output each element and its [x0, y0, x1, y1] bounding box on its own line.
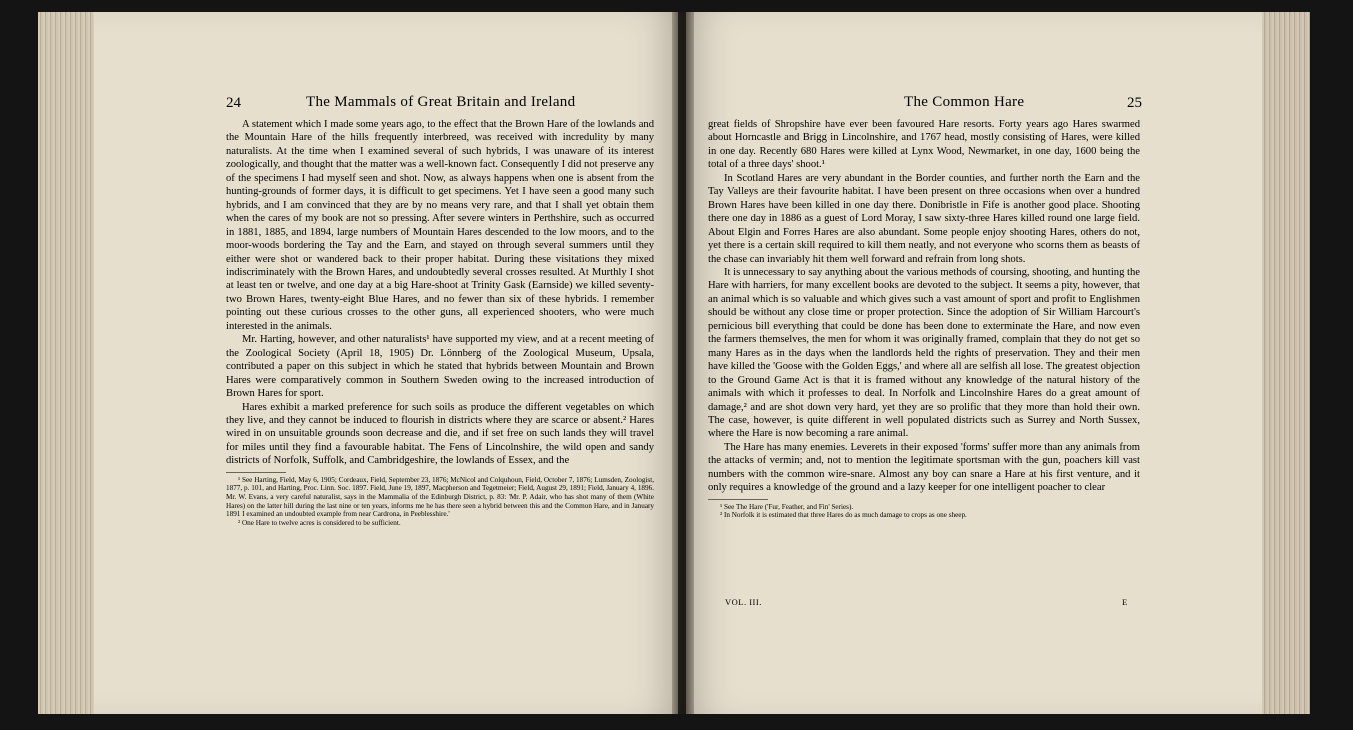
footnote: ¹ See The Hare ('Fur, Feather, and Fin' Series).: [720, 502, 854, 511]
right-text-block: [708, 118, 1140, 520]
right-footnotes: [708, 499, 1140, 520]
right-page-number: 25: [1127, 95, 1142, 111]
left-text-block: [226, 118, 654, 527]
left-page-number: 24: [226, 95, 241, 111]
left-running-head: The Mammals of Great Britain and Ireland: [306, 94, 576, 110]
footnote: ² One Hare to twelve acres is considered to be sufficient.: [238, 518, 401, 527]
right-page-edges: [1262, 12, 1310, 714]
footnote: ² In Norfolk it is estimated that three Hares do as much damage to crops as one sheep.: [720, 511, 967, 520]
right-running-head: The Common Hare: [904, 94, 1025, 110]
right-paragraph: The Hare has many enemies. Leverets in their exposed 'forms' suffer more than any animals from the attacks of vermin; and, not to mention the legitimate sportsman with the gun, poachers kill vast numbers with the common wire-snare. Almost any boy can snare a Hare at his first venture, and it only requires a knowledge of the ground and a lazy keeper for one intelligent poacher to clear: [708, 441, 1140, 494]
gathering-signature: E: [1122, 597, 1128, 607]
left-page-edges: [38, 12, 94, 714]
footnote-rule: [226, 472, 286, 473]
right-paragraph: In Scotland Hares are very abundant in the Border counties, and further north the Earn and the Tay Valleys are their favourite habitat. I have been present on three occasions when over a hundred Brown Hares have been killed in one day there. Donibristle in Fife is another good place. Shooting there one day in 1886 as a guest of Lord Moray, I saw sixty-three Hares killed round one large field. About Elgin and Forres Hares are also abundant. Some people enjoy shooting Hares, others do not, yet there is a certain skill required to kill them neatly, and not everyone who scorns them as beasts of the chase can invariably hit them well forward and refrain from long shots.: [708, 172, 1140, 265]
left-paragraph: Mr. Harting, however, and other naturalists¹ have supported my view, and at a recent meeting of the Zoological Society (April 18, 1905) Dr. Lönnberg of the Zoological Museum, Upsala, contributed a paper on this subject in which he stated that hybrids between Mountain and Brown Hares were comparatively common in Southern Sweden owing to the increased introduction of Brown Hares for sport.: [226, 334, 654, 400]
left-paragraph: A statement which I made some years ago, to the effect that the Brown Hare of the lowlands and the Mountain Hare of the hills frequently interbreed, was received with incredulity by many naturalists. At the time when I examined several of such hybrids, I was unaware of its interest zoologically, and thought that the matter was a well-known fact. Consequently I did not preserve any of the specimens I had myself seen and shot. Now, as always happens when one is absent from the hunting-grounds of former days, it is difficult to get specimens. Yet I have seen a good many such hybrids, and I am convinced that they are by no means very rare, and that I shall yet obtain them when the cares of my book are not so pressing. After severe winters in Perthshire, such as occurred in 1881, 1885, and 1894, large numbers of Mountain Hares descended to the low moors, and to the moor-woods bordering the Tay and the Earn, and stayed on through several summers until they either were shot or wandered back to their proper habitat. During these visitations they mixed indiscriminately with the Brown Hares, and undoubtedly several crosses resulted. At Murthly I shot at least ten or twelve, and one day at a big Hare-shoot at Trinity Gask (Earnside) we killed seventy-two Brown Hares, twenty-eight Blue Hares, and no fewer than six of these hybrids. I remember pointing out these curious crosses to the other guns, all experienced shooters, who were much interested in the animals.: [226, 119, 654, 332]
left-paragraph: Hares exhibit a marked preference for such soils as produce the different vegetables on which they live, and they cannot be induced to flourish in districts where they are scarce or absent.² Hares wired in on unsuitable grounds soon decrease and die, and if set free on such lands they will travel for miles until they find a favourable habitat. The Fens of Lincolnshire, the wild open and sandy districts of Norfolk, Suffolk, and Cambridgeshire, the lowlands of Essex, and the: [226, 401, 654, 467]
footnote: ¹ See Harting, Field, May 6, 1905; Cordeaux, Field, September 23, 1876; McNicol and Colquhoun, Field, October 7, 1876; Lumsden, Zoologist, 1877, p. 101, and Harting, Proc. Linn. Soc. 1897. Field, June 19, 1897, Macpherson and Tegetmeier; Field, August 29, 1891; Field, January 4, 1896. Mr. W. Evans, a very careful naturalist, says in the Mammalia of the Edinburgh District, p. 83: 'Mr. P. Adair, who has shot many of them (White Hares) on the latter hill during the last nine or ten years, informs me he has there seen a hybrid between this and the Common Hare, and in January 1891 I examined an undoubted example from near Cardrona, in Peeblesshire.': [226, 475, 654, 519]
book-gutter: [672, 12, 694, 714]
footnote-rule: [708, 499, 768, 500]
left-footnotes: [226, 472, 654, 528]
right-paragraph: It is unnecessary to say anything about the various methods of coursing, shooting, and hunting the Hare with harriers, for many excellent books are devoted to the subject. It seems a pity, however, that an animal which is so valuable and which gives such a vast amount of sport and profit to Englishmen should be without any close time or proper protection. Since the adoption of Sir William Harcourt's pernicious bill everything that could be done has been done to exterminate the Hare, and now even the farmers themselves, the men for whom it was originally framed, complain that they do not get so many Hares as in the days when the landlords held the rights of preservation. They and their men have killed the 'Goose with the Golden Eggs,' and where all are selfish all lose. The greatest objection to the Ground Game Act is that it is framed without any knowledge of the natural history of the animals with which it professes to deal. In Norfolk and Lincolnshire Hares do a great amount of damage,² and are shot down very hard, yet they are so prolific that they more than hold their own. The case, however, is quite different in well populated districts such as Surrey and North Sussex, where the Hare is now becoming a rare animal.: [708, 266, 1140, 440]
volume-signature: VOL. III.: [725, 597, 762, 607]
right-paragraph: great fields of Shropshire have ever been favoured Hare resorts. Forty years ago Hares swarmed about Horncastle and Brigg in Lincolnshire, and 1767 head, mostly consisting of Hares, were killed in one day. Recently 680 Hares were killed at Lynx Wood, Newmarket, in one day, 1600 being the total of a three days' shoot.¹: [708, 119, 1140, 171]
